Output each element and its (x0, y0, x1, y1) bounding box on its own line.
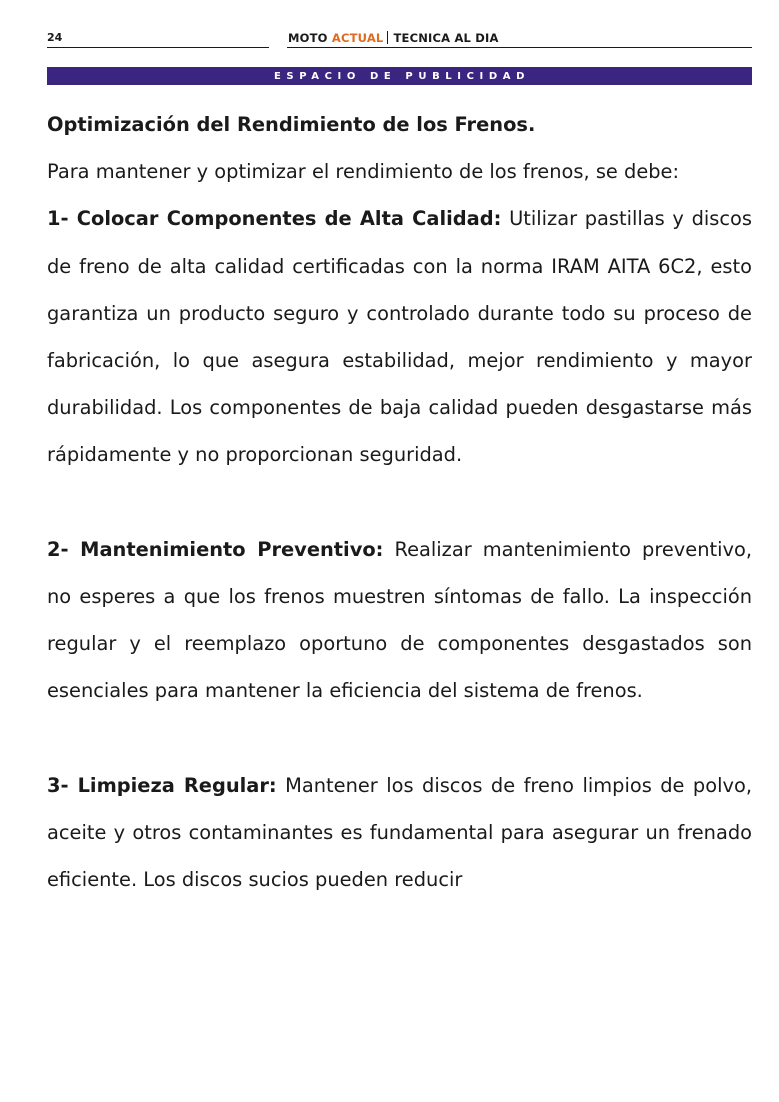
page-header (47, 28, 752, 50)
article-intro: Para mantener y optimizar el rendimiento de los frenos, se debe: (47, 160, 680, 184)
article-item-3 (47, 762, 752, 904)
brand-moto: MOTO (288, 31, 328, 45)
brand-actual: ACTUAL (331, 31, 384, 45)
header-rule-left (47, 47, 269, 48)
item-text: Utilizar pastillas y discos de freno de alta calidad certificadas con la norma IRAM AITA 6C2, esto garantiza un producto seguro y controlado durante todo su proceso de fabricación, lo que asegura estabilidad, mejor rendimiento y mayor durabilidad. Los componentes de baja calidad pueden desgastarse más rápidamente y no proporcionan seguridad. (47, 207, 752, 467)
ad-banner[interactable] (47, 67, 752, 85)
brand-separator (387, 31, 388, 44)
item-heading: 3- Limpieza Regular: (47, 773, 277, 797)
item-text: Realizar mantenimiento preventivo, no esperes a que los frenos muestren síntomas de fallo. La inspección regular y el reemplazo oportuno de componentes desgastados son esenciales para mantener la eficiencia del sistema de frenos. (47, 537, 752, 703)
ad-banner-label: ESPACIO DE PUBLICIDAD (273, 70, 530, 82)
article-item-1 (47, 195, 752, 478)
header-rule-right (287, 47, 752, 48)
paragraph-spacer (47, 479, 752, 526)
article-title: Optimización del Rendimiento de los Frenos. (47, 113, 536, 136)
article-item-2 (47, 526, 752, 715)
item-heading: 2- Mantenimiento Preventivo: (47, 537, 384, 561)
header-brand (288, 31, 499, 45)
article-body (47, 101, 752, 903)
section-name: TECNICA AL DIA (393, 31, 499, 45)
item-text: Mantener los discos de freno limpios de polvo, aceite y otros contaminantes es fundamental para asegurar un frenado eficiente. Los discos sucios pueden reducir (47, 773, 752, 892)
page-number: 24 (47, 31, 63, 44)
item-heading: 1- Colocar Componentes de Alta Calidad: (47, 207, 502, 231)
paragraph-spacer (47, 715, 752, 762)
